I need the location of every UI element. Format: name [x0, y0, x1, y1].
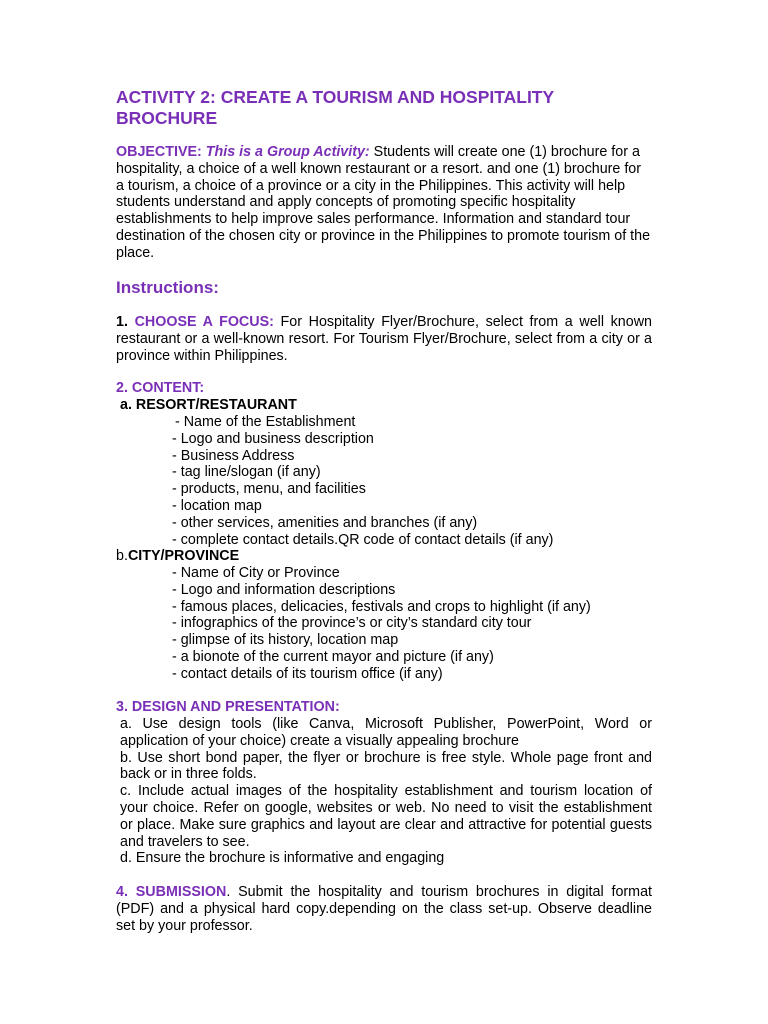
list-item: - famous places, delicacies, festivals and crops to highlight (if any) — [172, 598, 591, 615]
section1-text: For Hospitality Flyer/Brochure, select from a well known restaurant or a well-known resort. For Tourism Flyer/Brochure, select from a city or a province within Philippines. — [116, 314, 652, 364]
submission-text: . Submit the hospitality and tourism brochures in digital format (PDF) and a physical hard copy.depending on the class set-up. Observe deadline set by your professor. — [116, 884, 652, 934]
section-content-heading: 2. CONTENT: — [116, 380, 205, 396]
list-item: a. Use design tools (like Canva, Microsoft Publisher, PowerPoint, Word or application of your choice) create a visually appealing brochure — [120, 716, 652, 749]
design-presentation-list — [120, 716, 652, 867]
list-item: - complete contact details.QR code of contact details (if any) — [172, 531, 554, 548]
list-item: - infographics of the province’s or city’s standard city tour — [172, 615, 532, 632]
list-item: - tag line/slogan (if any) — [172, 464, 321, 481]
section-choose-focus — [116, 314, 652, 364]
list-item: d. Ensure the brochure is informative and engaging — [120, 850, 445, 867]
resort-restaurant-list — [172, 414, 553, 548]
group-activity-note: This is a Group Activity: — [205, 144, 370, 160]
subsection-b-label: CITY/PROVINCE — [127, 548, 240, 564]
subsection-b-prefix: b. — [116, 548, 128, 564]
list-item: - contact details of its tourism office (if any) — [172, 665, 443, 682]
list-item: - Logo and business description — [172, 430, 374, 447]
activity-title — [116, 87, 676, 129]
objective-label: OBJECTIVE: — [116, 144, 202, 160]
city-province-list — [172, 565, 591, 683]
objective-paragraph — [116, 144, 652, 262]
list-item: - products, menu, and facilities — [172, 481, 366, 498]
list-item: - Name of the Establishment — [175, 414, 356, 430]
submission-label: 4. SUBMISSION — [116, 884, 227, 900]
list-item: - a bionote of the current mayor and picture (if any) — [172, 648, 494, 665]
title-line-2: BROCHURE — [116, 108, 218, 128]
section-design-heading: 3. DESIGN AND PRESENTATION: — [116, 699, 340, 715]
list-item: - glimpse of its history, location map — [172, 632, 399, 649]
title-line-1: ACTIVITY 2: CREATE A TOURISM AND HOSPITALITY — [116, 87, 555, 107]
list-item: - location map — [172, 497, 262, 514]
section1-number: 1. — [116, 314, 128, 330]
objective-text: Students will create one (1) brochure for a hospitality, a choice of a well known restaurant or a resort. and one (1) brochure for a tourism, a choice of a province or a city in the Philippines. This activity will help students understand and apply concepts of promoting specific hospitality establishments to help improve sales performance. Information and standard tour destination of the chosen city or province in the Philippines to promote tourism of the place. — [116, 144, 651, 261]
list-item: c. Include actual images of the hospitality establishment and tourism location of your choice. Refer on google, websites or web. No need to visit the establishment or place. Make sure graphics and layout are clear and attractive for potential guests and travelers to see. — [120, 783, 652, 850]
subsection-city-province — [116, 548, 239, 565]
section1-label: CHOOSE A FOCUS: — [134, 314, 274, 330]
list-item: - other services, amenities and branches (if any) — [172, 514, 478, 531]
list-item: b. Use short bond paper, the flyer or brochure is free style. Whole page front and back or in three folds. — [120, 749, 652, 783]
list-item: - Business Address — [172, 447, 295, 464]
instructions-heading: Instructions: — [116, 278, 219, 297]
section-submission — [116, 884, 652, 934]
list-item: - Logo and information descriptions — [172, 581, 396, 598]
list-item: - Name of City or Province — [172, 565, 340, 581]
subsection-resort-restaurant: a. RESORT/RESTAURANT — [120, 397, 297, 413]
